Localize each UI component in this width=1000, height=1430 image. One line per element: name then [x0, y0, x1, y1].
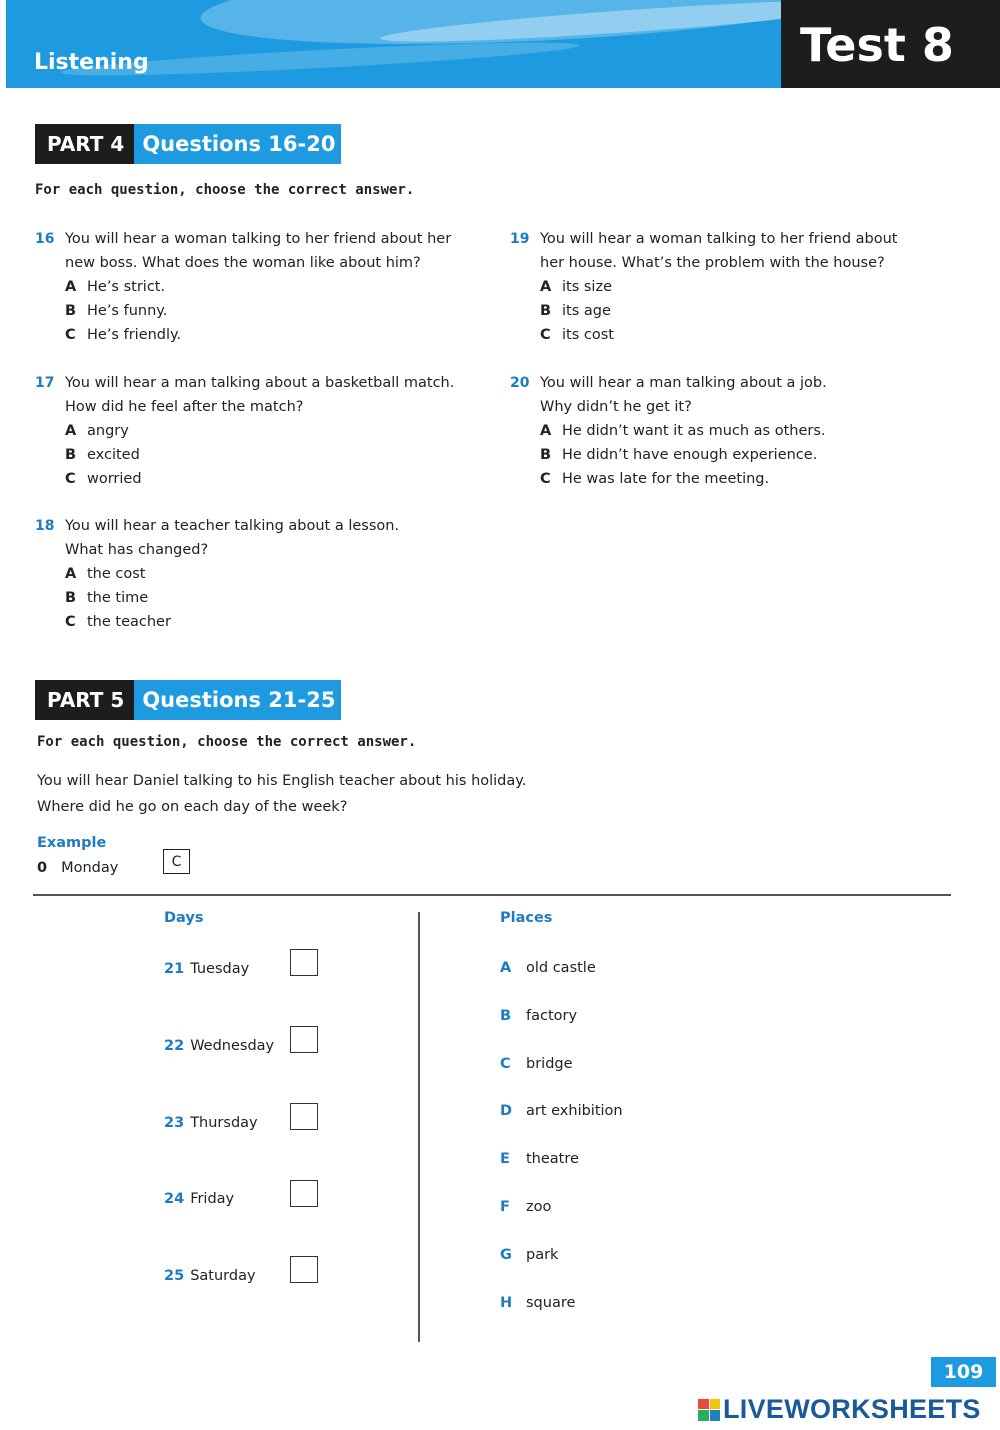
- question-stem: You will hear a woman talking to her friend about her new boss. What does the woman like about him?: [65, 231, 452, 271]
- part4-label: PART 4: [35, 124, 134, 164]
- divider: [33, 894, 951, 896]
- question-number: 17: [35, 375, 55, 391]
- part5-instruction: For each question, choose the correct answer.: [37, 734, 417, 750]
- option-a[interactable]: A He didn’t want it as much as others.: [540, 423, 826, 439]
- part5-intro-line1: You will hear Daniel talking to his English teacher about his holiday.: [37, 773, 527, 789]
- question-16: [35, 227, 475, 357]
- question-stem: You will hear a man talking about a job. Why didn’t he get it?: [540, 375, 827, 415]
- answer-box-22[interactable]: [290, 1026, 318, 1053]
- option-b[interactable]: B He’s funny.: [65, 303, 168, 319]
- option-a[interactable]: A He’s strict.: [65, 279, 166, 295]
- header-edge: [0, 0, 6, 88]
- column-divider: [418, 912, 420, 1342]
- place-d: D art exhibition: [500, 1103, 623, 1119]
- example-row: [37, 860, 118, 876]
- day-row-22: 22 Wednesday: [164, 1038, 275, 1054]
- option-b[interactable]: B the time: [65, 590, 149, 606]
- place-c: C bridge: [500, 1056, 573, 1072]
- question-stem: You will hear a man talking about a basketball match. How did he feel after the match?: [65, 375, 455, 415]
- option-b[interactable]: B He didn’t have enough experience.: [540, 447, 818, 463]
- option-c[interactable]: C He’s friendly.: [65, 327, 182, 343]
- liveworksheets-brand: [698, 1394, 981, 1425]
- question-20: [510, 371, 950, 501]
- option-a[interactable]: A the cost: [65, 566, 146, 582]
- answer-box-21[interactable]: [290, 949, 318, 976]
- answer-box-25[interactable]: [290, 1256, 318, 1283]
- question-stem: You will hear a woman talking to her friend about her house. What’s the problem with the house?: [540, 231, 898, 271]
- answer-box-23[interactable]: [290, 1103, 318, 1130]
- day-row-21: 21 Tuesday: [164, 961, 250, 977]
- option-a[interactable]: A angry: [65, 423, 129, 439]
- option-b[interactable]: B its age: [540, 303, 611, 319]
- question-stem: You will hear a teacher talking about a lesson. What has changed?: [65, 518, 400, 558]
- place-b: B factory: [500, 1008, 578, 1024]
- page-number: 109: [931, 1357, 996, 1387]
- part5-label: PART 5: [35, 680, 134, 720]
- part5-intro-line2: Where did he go on each day of the week?: [37, 799, 348, 815]
- brand-text: LIVEWORKSHEETS: [723, 1394, 981, 1424]
- place-a: A old castle: [500, 960, 596, 976]
- option-c[interactable]: C He was late for the meeting.: [540, 471, 770, 487]
- answer-box-24[interactable]: [290, 1180, 318, 1207]
- question-17: [35, 371, 475, 501]
- day-row-23: 23 Thursday: [164, 1115, 258, 1131]
- place-f: F zoo: [500, 1199, 552, 1215]
- section-title: Listening: [34, 50, 149, 75]
- question-19: [510, 227, 950, 357]
- liveworksheets-logo-icon: [698, 1399, 720, 1421]
- days-heading: Days: [164, 910, 204, 926]
- example-day: Monday: [61, 860, 119, 876]
- example-answer-box: C: [163, 849, 190, 874]
- part5-heading: [35, 680, 341, 720]
- day-row-24: 24 Friday: [164, 1191, 235, 1207]
- question-number: 19: [510, 231, 530, 247]
- place-e: E theatre: [500, 1151, 579, 1167]
- part4-instruction: For each question, choose the correct answer.: [35, 182, 415, 198]
- question-number: 18: [35, 518, 55, 534]
- option-a[interactable]: A its size: [540, 279, 612, 295]
- option-c[interactable]: C the teacher: [65, 614, 171, 630]
- part4-questions-label: Questions 16-20: [134, 124, 341, 164]
- option-b[interactable]: B excited: [65, 447, 140, 463]
- question-number: 16: [35, 231, 55, 247]
- part5-questions-label: Questions 21-25: [134, 680, 341, 720]
- day-row-25: 25 Saturday: [164, 1268, 256, 1284]
- place-g: G park: [500, 1247, 559, 1263]
- places-heading: Places: [500, 910, 553, 926]
- question-18: [35, 514, 475, 644]
- place-h: H square: [500, 1295, 576, 1311]
- example-number: 0: [37, 860, 48, 876]
- example-label: Example: [37, 835, 107, 851]
- part4-heading: [35, 124, 341, 164]
- test-title: Test 8: [800, 18, 954, 72]
- question-number: 20: [510, 375, 530, 391]
- option-c[interactable]: C its cost: [540, 327, 614, 343]
- option-c[interactable]: C worried: [65, 471, 142, 487]
